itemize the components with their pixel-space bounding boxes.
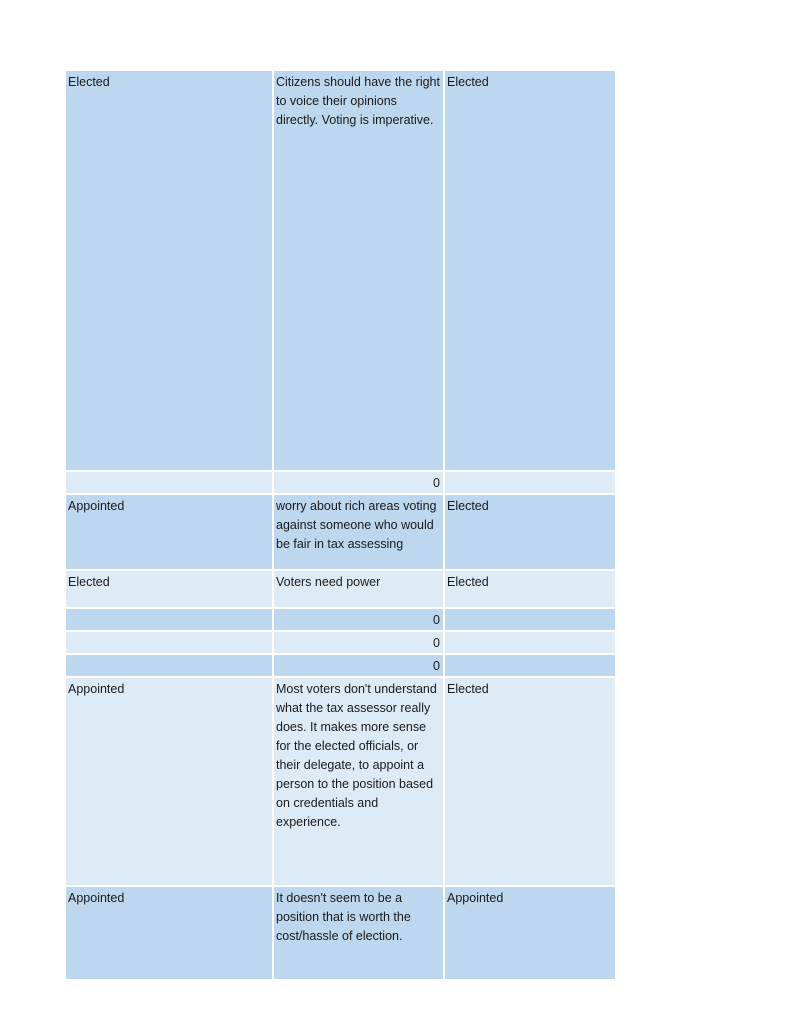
cell-preference[interactable] — [66, 654, 273, 677]
cell-preference-2[interactable] — [444, 654, 615, 677]
table-row — [66, 886, 615, 980]
cell-text: Appointed — [68, 682, 125, 696]
cell-text: It doesn't seem to be a position that is worth the cost/hassle of election. — [276, 891, 411, 943]
table-row — [66, 654, 615, 677]
cell-preference-2[interactable] — [444, 677, 615, 886]
cell-text: Appointed — [447, 891, 504, 905]
cell-preference[interactable] — [66, 71, 273, 471]
cell-text: Elected — [447, 499, 489, 513]
cell-preference[interactable] — [66, 570, 273, 608]
cell-comment[interactable] — [273, 71, 444, 471]
cell-text: Appointed — [68, 891, 125, 905]
cell-preference[interactable] — [66, 494, 273, 570]
cell-text: 0 — [433, 613, 440, 627]
response-table — [66, 71, 615, 981]
cell-preference[interactable] — [66, 608, 273, 631]
cell-text: Voters need power — [276, 575, 381, 589]
cell-text: Appointed — [68, 499, 125, 513]
cell-text: worry about rich areas voting against someone who would be fair in tax assessing — [276, 499, 437, 551]
cell-preference-2[interactable] — [444, 570, 615, 608]
cell-comment-numeric[interactable] — [273, 654, 444, 677]
cell-text: Elected — [447, 575, 489, 589]
cell-text: Citizens should have the right to voice their opinions directly. Voting is imperative. — [276, 75, 440, 127]
cell-preference-2[interactable] — [444, 886, 615, 980]
cell-comment-numeric[interactable] — [273, 608, 444, 631]
cell-comment-numeric[interactable] — [273, 631, 444, 654]
cell-text: 0 — [433, 659, 440, 673]
cell-preference[interactable] — [66, 886, 273, 980]
table-row — [66, 471, 615, 494]
cell-text: Elected — [447, 682, 489, 696]
cell-text: Most voters don't understand what the tax assessor really does. It makes more sense for the elected officials, or their delegate, to appoint a person to the position based on credentials and experience. — [276, 682, 437, 829]
cell-comment[interactable] — [273, 886, 444, 980]
cell-text: 0 — [433, 636, 440, 650]
cell-preference[interactable] — [66, 471, 273, 494]
table-row — [66, 631, 615, 654]
cell-preference-2[interactable] — [444, 471, 615, 494]
cell-comment[interactable] — [273, 677, 444, 886]
cell-preference[interactable] — [66, 677, 273, 886]
cell-comment[interactable] — [273, 494, 444, 570]
table-row — [66, 494, 615, 570]
cell-preference-2[interactable] — [444, 608, 615, 631]
cell-preference[interactable] — [66, 631, 273, 654]
cell-comment[interactable] — [273, 570, 444, 608]
table-row — [66, 570, 615, 608]
cell-text: Elected — [68, 75, 110, 89]
cell-text: 0 — [433, 476, 440, 490]
cell-text: Elected — [447, 75, 489, 89]
cell-text: Elected — [68, 575, 110, 589]
table-row — [66, 677, 615, 886]
table-row — [66, 608, 615, 631]
cell-preference-2[interactable] — [444, 631, 615, 654]
cell-preference-2[interactable] — [444, 71, 615, 471]
cell-comment-numeric[interactable] — [273, 471, 444, 494]
cell-preference-2[interactable] — [444, 494, 615, 570]
table-row — [66, 71, 615, 471]
